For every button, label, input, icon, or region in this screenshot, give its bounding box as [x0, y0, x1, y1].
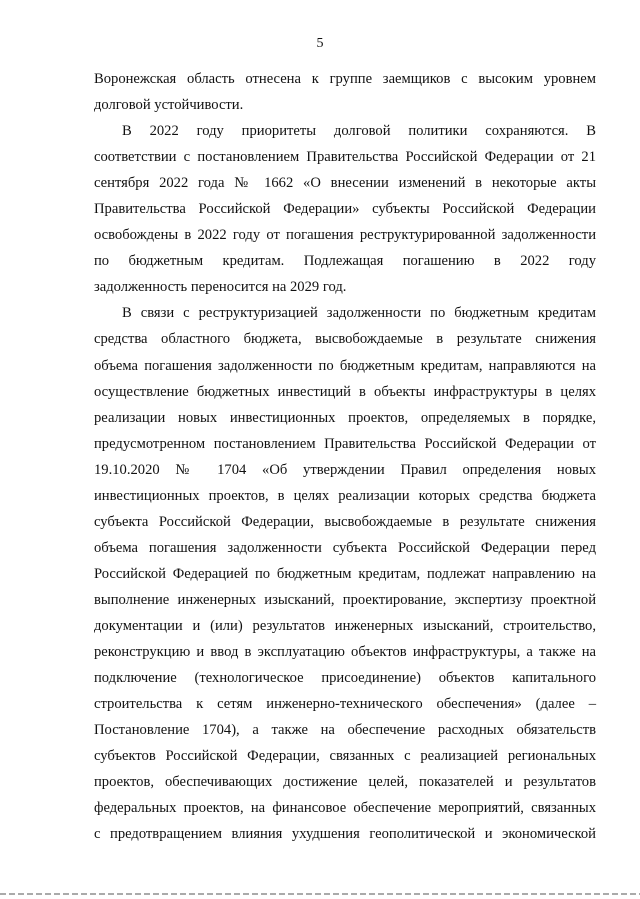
text-line: сентября 2022 года № 1662 «О внесении изменений в некоторые акты: [94, 175, 596, 192]
text-line: по бюджетным кредитам. Подлежащая погашению в 2022 году: [94, 253, 596, 270]
text-line: средства областного бюджета, высвобождаемые в результате снижения: [94, 331, 596, 348]
page-number: 5: [316, 36, 324, 51]
text-line: субъектов Российской Федерации, связанных с реализацией региональных: [94, 748, 596, 765]
text-line: Правительства Российской Федерации» субъекты Российской Федерации: [94, 201, 596, 218]
text-line: освобождены в 2022 году от погашения реструктурированной задолженности: [94, 227, 596, 244]
text-line: объема погашения задолженности субъекта Российской Федерации перед: [94, 539, 596, 556]
text-line: реализации новых инвестиционных проектов, определяемых в порядке,: [94, 409, 596, 426]
text-line: инвестиционных проектов, в целях реализации которых средства бюджета: [94, 487, 596, 504]
paragraph: [94, 118, 596, 300]
text-line: задолженность переносится на 2029 год.: [94, 279, 347, 296]
text-line: В 2022 году приоритеты долговой политики сохраняются. В: [122, 123, 596, 140]
text-line: соответствии с постановлением Правительства Российской Федерации от 21: [94, 149, 596, 166]
text-line: федеральных проектов, на финансовое обеспечение мероприятий, связанных: [94, 800, 596, 817]
scan-edge-artifact: [0, 893, 640, 895]
paragraph: [94, 300, 596, 847]
text-line: строительства к сетям инженерно-технического обеспечения» (далее –: [94, 696, 596, 713]
text-line: подключение (технологическое присоединение) объектов капитального: [94, 670, 596, 687]
text-line: субъекта Российской Федерации, высвобождаемые в результате снижения: [94, 513, 596, 530]
text-line: В связи с реструктуризацией задолженности по бюджетным кредитам: [122, 305, 596, 322]
text-line: Российской Федерацией по бюджетным кредитам, подлежат направлению на: [94, 565, 596, 582]
text-line: документации и (или) результатов инженерных изысканий, строительство,: [94, 617, 596, 634]
text-line: Постановление 1704), а также на обеспечение расходных обязательств: [94, 722, 596, 739]
text-line: объема погашения задолженности по бюджетным кредитам, направляются на: [94, 357, 596, 374]
text-line: долговой устойчивости.: [94, 97, 244, 114]
text-line: осуществление бюджетных инвестиций в объекты инфраструктуры в целях: [94, 383, 596, 400]
text-line: предусмотренном постановлением Правительства Российской Федерации от: [94, 435, 596, 452]
text-line: 19.10.2020 № 1704 «Об утверждении Правил определения новых: [94, 461, 596, 478]
paragraph: [94, 66, 596, 118]
text-line: Воронежская область отнесена к группе заемщиков с высоким уровнем: [94, 71, 596, 87]
document-body: [94, 66, 596, 847]
text-line: с предотвращением влияния ухудшения геополитической и экономической: [94, 826, 596, 843]
text-line: проектов, обеспечивающих достижение целей, показателей и результатов: [94, 774, 596, 791]
text-line: выполнение инженерных изысканий, проектирование, экспертизу проектной: [94, 591, 596, 608]
text-line: реконструкцию и ввод в эксплуатацию объектов инфраструктуры, а также на: [94, 644, 596, 661]
